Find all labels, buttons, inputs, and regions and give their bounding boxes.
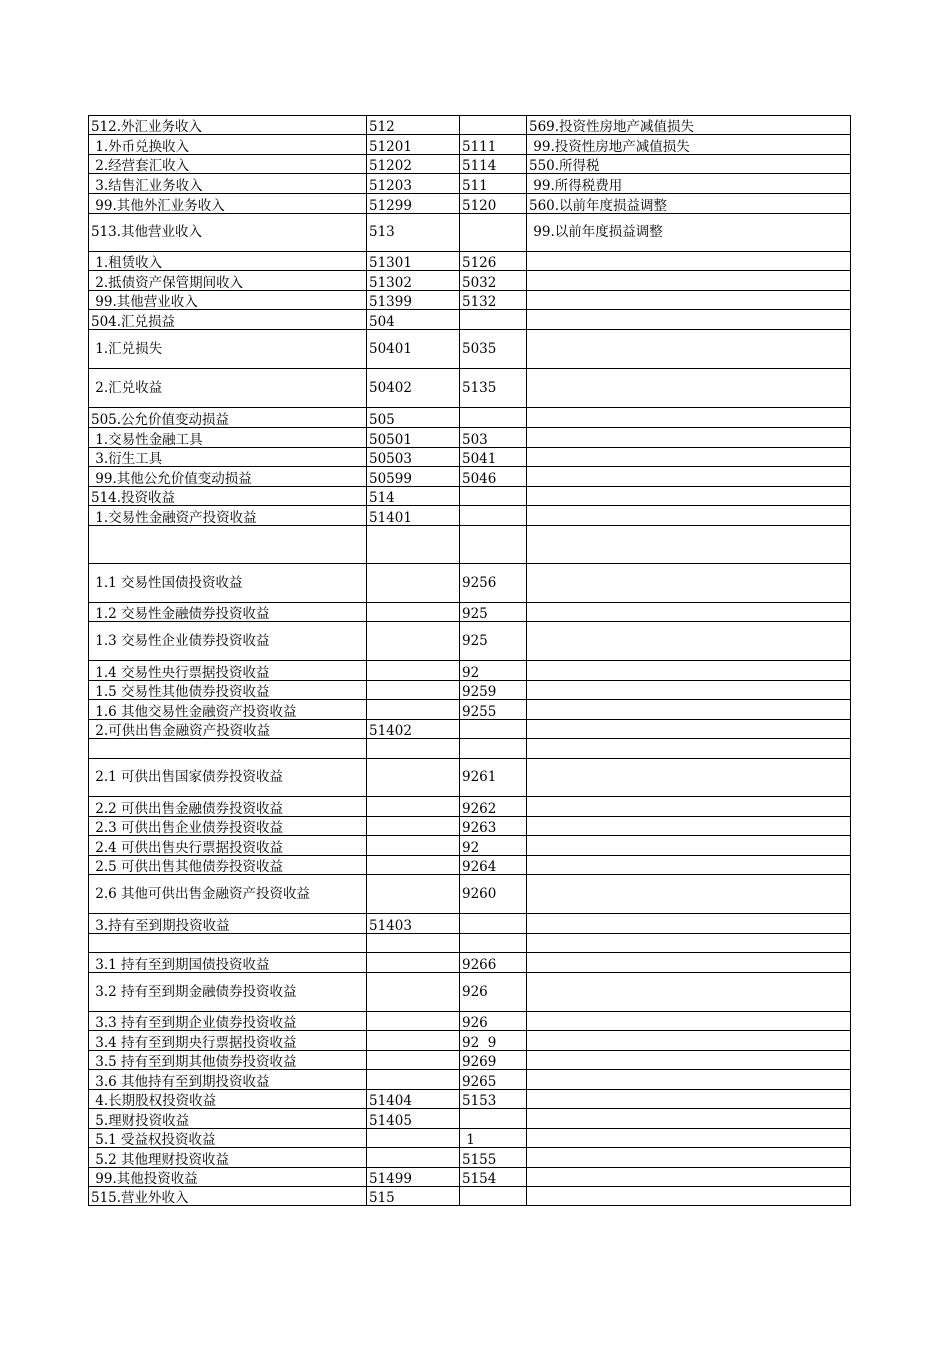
old-code-cell: 5046 xyxy=(460,467,527,487)
old-code-cell: 9262 xyxy=(460,797,527,817)
table-row xyxy=(89,155,851,174)
right-item-cell: 550.所得税 xyxy=(527,155,851,174)
old-code-cell xyxy=(460,914,527,934)
right-item-cell xyxy=(527,934,851,953)
item-name-cell: 99.其他投资收益 xyxy=(89,1168,367,1187)
right-item-cell xyxy=(527,448,851,467)
old-code-cell: 925 xyxy=(460,622,527,661)
right-item-cell xyxy=(527,953,851,973)
table-row xyxy=(89,291,851,310)
subject-code-cell xyxy=(367,564,460,603)
item-name-cell: 1.租赁收入 xyxy=(89,252,367,271)
subject-code-cell: 505 xyxy=(367,408,460,428)
item-name-cell: 1.4 交易性央行票据投资收益 xyxy=(89,661,367,681)
right-item-cell xyxy=(527,700,851,720)
old-code-cell: 926 xyxy=(460,1012,527,1031)
subject-code-cell xyxy=(367,603,460,622)
old-code-cell: 5135 xyxy=(460,369,527,408)
table-row xyxy=(89,622,851,661)
old-code-cell: 5120 xyxy=(460,194,527,214)
right-item-cell xyxy=(527,875,851,914)
old-code-cell: 9266 xyxy=(460,953,527,973)
subject-code-cell xyxy=(367,759,460,797)
old-code-cell xyxy=(460,506,527,526)
item-name-cell: 1.外币兑换收入 xyxy=(89,135,367,155)
old-code-cell: 5041 xyxy=(460,448,527,467)
subject-code-cell xyxy=(367,681,460,700)
table-row xyxy=(89,214,851,252)
right-item-cell xyxy=(527,1148,851,1168)
old-code-cell: 9259 xyxy=(460,681,527,700)
table-row xyxy=(89,448,851,467)
table-row xyxy=(89,506,851,526)
old-code-cell: 9265 xyxy=(460,1070,527,1090)
old-code-cell: 5153 xyxy=(460,1090,527,1109)
subject-code-cell xyxy=(367,1129,460,1148)
right-item-cell xyxy=(527,369,851,408)
table-row xyxy=(89,1148,851,1168)
item-name-cell: 2.6 其他可供出售金融资产投资收益 xyxy=(89,875,367,914)
table-row xyxy=(89,817,851,836)
table-row xyxy=(89,1090,851,1109)
right-item-cell: 99.所得税费用 xyxy=(527,174,851,194)
subject-code-cell: 51301 xyxy=(367,252,460,271)
old-code-cell: 1 xyxy=(460,1129,527,1148)
subject-code-cell xyxy=(367,856,460,875)
table-row xyxy=(89,797,851,817)
item-name-cell: 1.汇兑损失 xyxy=(89,330,367,369)
item-name-cell xyxy=(89,739,367,759)
right-item-cell xyxy=(527,1090,851,1109)
right-item-cell xyxy=(527,797,851,817)
table-row xyxy=(89,564,851,603)
old-code-cell: 9260 xyxy=(460,875,527,914)
item-name-cell xyxy=(89,526,367,564)
right-item-cell xyxy=(527,330,851,369)
subject-code-cell xyxy=(367,817,460,836)
table-row xyxy=(89,428,851,448)
right-item-cell xyxy=(527,914,851,934)
subject-code-cell xyxy=(367,797,460,817)
item-name-cell: 4.长期股权投资收益 xyxy=(89,1090,367,1109)
right-item-cell xyxy=(527,1129,851,1148)
old-code-cell: 5032 xyxy=(460,271,527,291)
old-code-cell: 511 xyxy=(460,174,527,194)
right-item-cell xyxy=(527,291,851,310)
subject-code-cell: 51404 xyxy=(367,1090,460,1109)
right-item-cell: 99.以前年度损益调整 xyxy=(527,214,851,252)
old-code-cell: 926 xyxy=(460,973,527,1012)
table-row xyxy=(89,135,851,155)
old-code-cell: 9256 xyxy=(460,564,527,603)
right-item-cell xyxy=(527,487,851,506)
old-code-cell: 925 xyxy=(460,603,527,622)
item-name-cell: 2.可供出售金融资产投资收益 xyxy=(89,720,367,739)
subject-code-cell: 51499 xyxy=(367,1168,460,1187)
right-item-cell xyxy=(527,467,851,487)
right-item-cell: 99.投资性房地产减值损失 xyxy=(527,135,851,155)
table-row xyxy=(89,271,851,291)
subject-code-cell: 50402 xyxy=(367,369,460,408)
table-row xyxy=(89,1031,851,1051)
old-code-cell xyxy=(460,934,527,953)
item-name-cell: 3.持有至到期投资收益 xyxy=(89,914,367,934)
item-name-cell: 2.1 可供出售国家债券投资收益 xyxy=(89,759,367,797)
table-row xyxy=(89,116,851,135)
table-row xyxy=(89,759,851,797)
old-code-cell: 9255 xyxy=(460,700,527,720)
table-row xyxy=(89,934,851,953)
item-name-cell: 3.2 持有至到期金融债券投资收益 xyxy=(89,973,367,1012)
old-code-cell: 9263 xyxy=(460,817,527,836)
subject-code-cell xyxy=(367,622,460,661)
table-row xyxy=(89,252,851,271)
subject-code-cell xyxy=(367,700,460,720)
subject-code-cell: 51203 xyxy=(367,174,460,194)
right-item-cell xyxy=(527,271,851,291)
table-row xyxy=(89,310,851,330)
item-name-cell: 1.5 交易性其他债券投资收益 xyxy=(89,681,367,700)
table-row xyxy=(89,1109,851,1129)
item-name-cell: 1.6 其他交易性金融资产投资收益 xyxy=(89,700,367,720)
table-row xyxy=(89,174,851,194)
item-name-cell: 2.2 可供出售金融债券投资收益 xyxy=(89,797,367,817)
subject-code-cell: 51405 xyxy=(367,1109,460,1129)
item-name-cell: 513.其他营业收入 xyxy=(89,214,367,252)
subject-code-cell xyxy=(367,1012,460,1031)
item-name-cell: 505.公允价值变动损益 xyxy=(89,408,367,428)
subject-code-cell: 512 xyxy=(367,116,460,135)
old-code-cell: 5114 xyxy=(460,155,527,174)
subject-code-cell xyxy=(367,526,460,564)
right-item-cell xyxy=(527,506,851,526)
old-code-cell xyxy=(460,408,527,428)
right-item-cell xyxy=(527,622,851,661)
right-item-cell xyxy=(527,836,851,856)
old-code-cell: 5155 xyxy=(460,1148,527,1168)
old-code-cell: 5154 xyxy=(460,1168,527,1187)
old-code-cell: 92 xyxy=(460,836,527,856)
table-row xyxy=(89,1012,851,1031)
subject-code-cell xyxy=(367,1148,460,1168)
item-name-cell: 2.抵债资产保管期间收入 xyxy=(89,271,367,291)
old-code-cell xyxy=(460,487,527,506)
item-name-cell: 1.3 交易性企业债券投资收益 xyxy=(89,622,367,661)
right-item-cell xyxy=(527,739,851,759)
item-name-cell: 514.投资收益 xyxy=(89,487,367,506)
old-code-cell: 5126 xyxy=(460,252,527,271)
item-name-cell: 3.结售汇业务收入 xyxy=(89,174,367,194)
item-name-cell: 1.交易性金融资产投资收益 xyxy=(89,506,367,526)
table-row xyxy=(89,661,851,681)
old-code-cell: 92 9 xyxy=(460,1031,527,1051)
right-item-cell xyxy=(527,1070,851,1090)
item-name-cell xyxy=(89,934,367,953)
table-row xyxy=(89,526,851,564)
item-name-cell: 99.其他外汇业务收入 xyxy=(89,194,367,214)
subject-code-cell xyxy=(367,953,460,973)
item-name-cell: 2.汇兑收益 xyxy=(89,369,367,408)
subject-code-cell: 51402 xyxy=(367,720,460,739)
old-code-cell xyxy=(460,214,527,252)
item-name-cell: 3.衍生工具 xyxy=(89,448,367,467)
right-item-cell xyxy=(527,1051,851,1070)
subject-code-cell xyxy=(367,1070,460,1090)
subject-code-cell: 50503 xyxy=(367,448,460,467)
subject-code-cell xyxy=(367,836,460,856)
subject-code-cell: 51202 xyxy=(367,155,460,174)
item-name-cell: 512.外汇业务收入 xyxy=(89,116,367,135)
item-name-cell: 515.营业外收入 xyxy=(89,1187,367,1206)
table-row xyxy=(89,856,851,875)
old-code-cell xyxy=(460,720,527,739)
subject-code-cell: 51403 xyxy=(367,914,460,934)
subject-code-cell xyxy=(367,934,460,953)
table-row xyxy=(89,1168,851,1187)
item-name-cell: 3.3 持有至到期企业债券投资收益 xyxy=(89,1012,367,1031)
subject-code-cell: 51201 xyxy=(367,135,460,155)
table-row xyxy=(89,408,851,428)
item-name-cell: 99.其他营业收入 xyxy=(89,291,367,310)
subject-code-cell: 51299 xyxy=(367,194,460,214)
table-row xyxy=(89,720,851,739)
subject-code-cell xyxy=(367,739,460,759)
item-name-cell: 3.6 其他持有至到期投资收益 xyxy=(89,1070,367,1090)
subject-code-cell: 515 xyxy=(367,1187,460,1206)
item-name-cell: 3.5 持有至到期其他债券投资收益 xyxy=(89,1051,367,1070)
table-row xyxy=(89,1187,851,1206)
old-code-cell xyxy=(460,1109,527,1129)
item-name-cell: 2.3 可供出售企业债券投资收益 xyxy=(89,817,367,836)
right-item-cell xyxy=(527,973,851,1012)
table-row xyxy=(89,914,851,934)
old-code-cell xyxy=(460,116,527,135)
right-item-cell xyxy=(527,1012,851,1031)
item-name-cell: 2.经营套汇收入 xyxy=(89,155,367,174)
right-item-cell xyxy=(527,1031,851,1051)
table-row xyxy=(89,739,851,759)
right-item-cell xyxy=(527,408,851,428)
old-code-cell xyxy=(460,1187,527,1206)
right-item-cell xyxy=(527,526,851,564)
table-row xyxy=(89,603,851,622)
right-item-cell xyxy=(527,1168,851,1187)
right-item-cell xyxy=(527,661,851,681)
table-row xyxy=(89,467,851,487)
table-row xyxy=(89,1070,851,1090)
right-item-cell xyxy=(527,310,851,330)
right-item-cell xyxy=(527,817,851,836)
old-code-cell: 5035 xyxy=(460,330,527,369)
item-name-cell: 5.2 其他理财投资收益 xyxy=(89,1148,367,1168)
old-code-cell: 5132 xyxy=(460,291,527,310)
item-name-cell: 1.交易性金融工具 xyxy=(89,428,367,448)
right-item-cell xyxy=(527,252,851,271)
item-name-cell: 3.1 持有至到期国债投资收益 xyxy=(89,953,367,973)
right-item-cell xyxy=(527,1187,851,1206)
subject-code-cell: 50599 xyxy=(367,467,460,487)
item-name-cell: 99.其他公允价值变动损益 xyxy=(89,467,367,487)
right-item-cell xyxy=(527,564,851,603)
table-row xyxy=(89,953,851,973)
table-row xyxy=(89,973,851,1012)
subject-code-cell: 514 xyxy=(367,487,460,506)
old-code-cell: 503 xyxy=(460,428,527,448)
subject-code-cell: 50401 xyxy=(367,330,460,369)
right-item-cell: 569.投资性房地产减值损失 xyxy=(527,116,851,135)
table-row xyxy=(89,875,851,914)
table-row xyxy=(89,700,851,720)
table-row xyxy=(89,487,851,506)
ledger-table-body xyxy=(89,116,851,1206)
right-item-cell xyxy=(527,603,851,622)
subject-code-cell xyxy=(367,1051,460,1070)
old-code-cell: 9264 xyxy=(460,856,527,875)
right-item-cell xyxy=(527,759,851,797)
item-name-cell: 5.理财投资收益 xyxy=(89,1109,367,1129)
subject-code-cell xyxy=(367,973,460,1012)
old-code-cell: 5111 xyxy=(460,135,527,155)
subject-code-cell: 51302 xyxy=(367,271,460,291)
right-item-cell: 560.以前年度损益调整 xyxy=(527,194,851,214)
item-name-cell: 504.汇兑损益 xyxy=(89,310,367,330)
subject-code-cell xyxy=(367,875,460,914)
table-row xyxy=(89,836,851,856)
subject-code-cell: 513 xyxy=(367,214,460,252)
subject-code-cell: 51401 xyxy=(367,506,460,526)
subject-code-cell xyxy=(367,1031,460,1051)
right-item-cell xyxy=(527,1109,851,1129)
old-code-cell xyxy=(460,526,527,564)
item-name-cell: 1.2 交易性金融债券投资收益 xyxy=(89,603,367,622)
table-row xyxy=(89,681,851,700)
subject-code-cell xyxy=(367,661,460,681)
old-code-cell xyxy=(460,310,527,330)
old-code-cell: 92 xyxy=(460,661,527,681)
item-name-cell: 3.4 持有至到期央行票据投资收益 xyxy=(89,1031,367,1051)
right-item-cell xyxy=(527,681,851,700)
item-name-cell: 2.4 可供出售央行票据投资收益 xyxy=(89,836,367,856)
right-item-cell xyxy=(527,856,851,875)
ledger-table xyxy=(88,115,851,1206)
item-name-cell: 2.5 可供出售其他债券投资收益 xyxy=(89,856,367,875)
item-name-cell: 1.1 交易性国债投资收益 xyxy=(89,564,367,603)
old-code-cell: 9261 xyxy=(460,759,527,797)
right-item-cell xyxy=(527,720,851,739)
table-row xyxy=(89,1129,851,1148)
table-row xyxy=(89,330,851,369)
subject-code-cell: 51399 xyxy=(367,291,460,310)
table-row xyxy=(89,1051,851,1070)
subject-code-cell: 50501 xyxy=(367,428,460,448)
right-item-cell xyxy=(527,428,851,448)
subject-code-cell: 504 xyxy=(367,310,460,330)
old-code-cell xyxy=(460,739,527,759)
table-row xyxy=(89,369,851,408)
old-code-cell: 9269 xyxy=(460,1051,527,1070)
item-name-cell: 5.1 受益权投资收益 xyxy=(89,1129,367,1148)
table-row xyxy=(89,194,851,214)
